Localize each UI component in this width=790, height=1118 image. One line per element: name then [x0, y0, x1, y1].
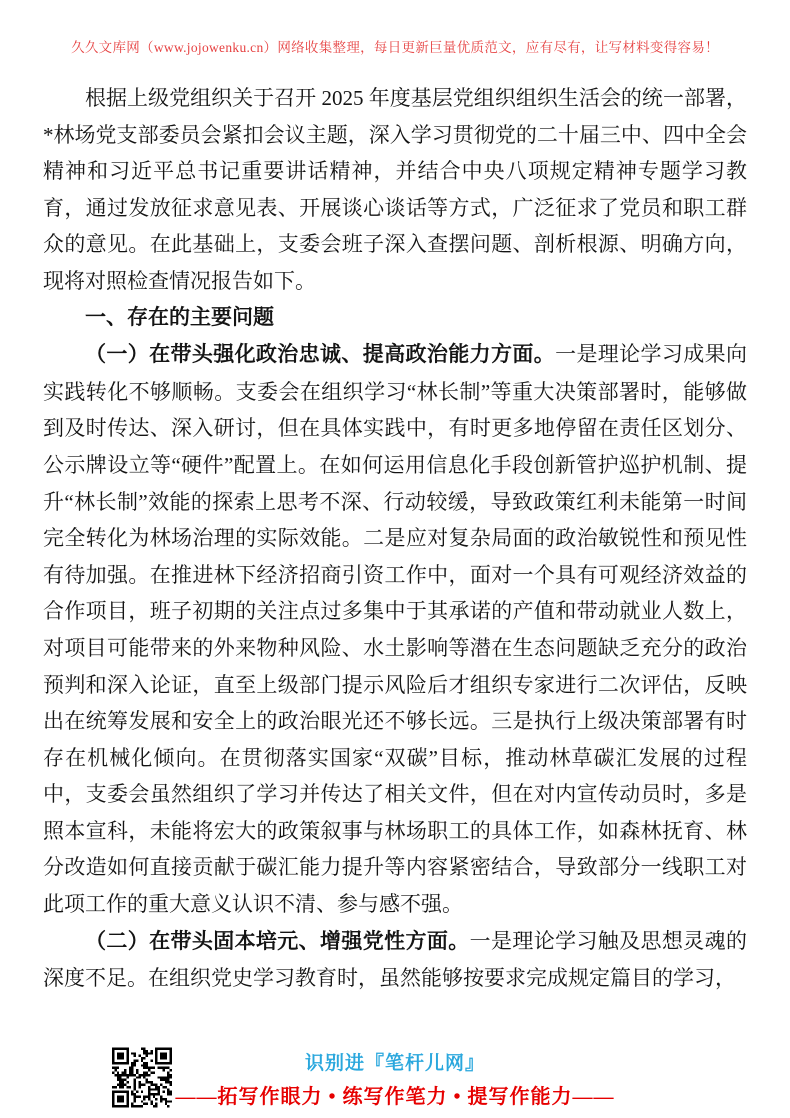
subsection-2-party-spirit [43, 923, 747, 997]
bold-text-segment: （二）在带头固本培元、增强党性方面。 [85, 929, 470, 953]
subsection-1-political-loyalty [43, 336, 747, 923]
bold-text-segment: 一、存在的主要问题 [85, 305, 274, 329]
text-segment: 一是理论学习成果向实践转化不够顺畅。支委会在组织学习“林长制”等重大决策部署时，能够做到及时传达、深入研讨，但在具体实践中，有时更多地停留在责任区划分、公示牌设立等“硬件”配置上。在如何运用信息化手段创新管护巡护机制、提升“林长制”效能的探索上思考不深、行动较缓，导致政策红利未能第一时间完全转化为林场治理的实际效能。二是应对复杂局面的政治敏锐性和预见性有待加强。在推进林下经济招商引资工作中，面对一个具有可观经济效益的合作项目，班子初期的关注点过多集中于其承诺的产值和带动就业人数上，对项目可能带来的外来物种风险、水土影响等潜在生态问题缺乏充分的政治预判和深入论证，直至上级部门提示风险后才组织专家进行二次评估，反映出在统筹发展和安全上的政治眼光还不够长远。三是执行上级决策部署有时存在机械化倾向。在贯彻落实国家“双碳”目标，推动林草碳汇发展的过程中，支委会虽然组织了学习并传达了相关文件，但在对内宣传动员时，多是照本宣科，未能将宏大的政策叙事与林场职工的具体工作，如森林抚育、林分改造如何直接贡献于碳汇能力提升等内容紧密结合，导致部分一线职工对此项工作的重大意义认识不清、参与感不强。 [43, 342, 748, 917]
footer-site-link-text: 识别进『笔杆儿网』 [304, 1053, 485, 1074]
footer-slogan-text: ——拓写作眼力 • 练写作笔力 • 提写作能力—— [175, 1086, 615, 1108]
header-watermark-notice: 久久文库网（www.jojowenku.cn）网络收集整理，每日更新巨量优质范文，应有尽有，让写材料变得容易！ [71, 40, 719, 55]
text-segment: 一是理论学习触及思想灵魂的深度不足。在组织党史学习教育时，虽然能够按要求完成规定篇目的学习， [43, 928, 748, 991]
section-heading-main-problems [43, 300, 747, 337]
bold-text-segment: （一）在带头强化政治忠诚、提高政治能力方面。 [85, 343, 556, 367]
text-segment: 根据上级党组织关于召开 2025 年度基层党组织组织生活会的统一部署，*林场党支部委员会紧扣会议主题，深入学习贯彻党的二十届三中、四中全会精神和习近平总书记重要讲话精神，并结合中央八项规定精神专题学习教育，通过发放征求意见表、开展谈心谈话等方式，广泛征求了党员和职工群众的意见。在此基础上，支委会班子深入查摆问题、剖析根源、明确方向，现将对照检查情况报告如下。 [43, 86, 747, 293]
intro-paragraph [43, 80, 747, 300]
document-body [43, 80, 747, 997]
